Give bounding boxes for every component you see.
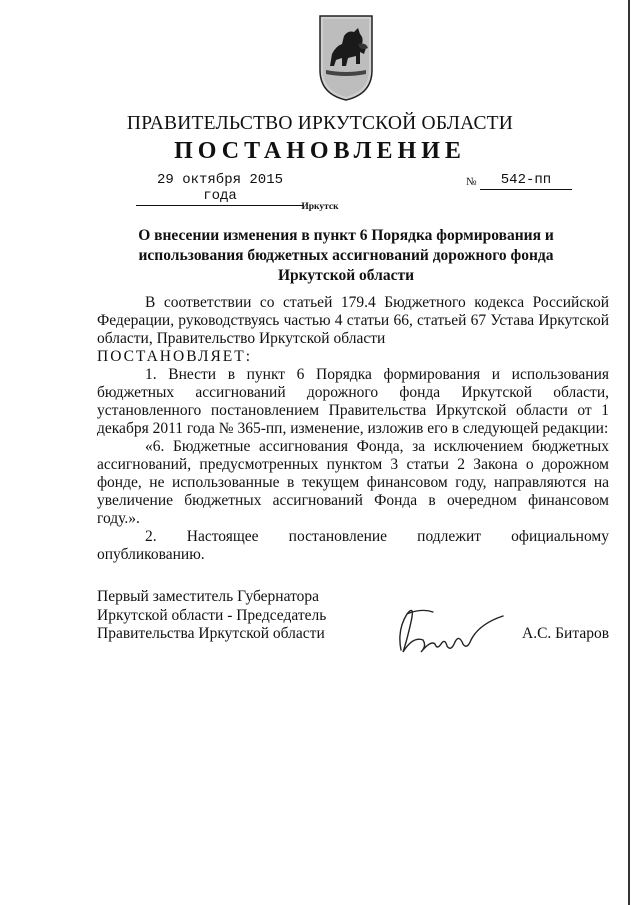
- signatory-role-line-1: Первый заместитель Губернатора: [97, 588, 320, 605]
- document-body: [97, 294, 609, 564]
- signatory-role: [97, 588, 326, 644]
- irkutsk-coat-of-arms-icon: [318, 14, 374, 102]
- organization-name: ПРАВИТЕЛЬСТВО ИРКУТСКОЙ ОБЛАСТИ: [126, 113, 514, 134]
- document-type: ПОСТАНОВЛЕНИЕ: [174, 138, 466, 164]
- city-name: Иркутск: [301, 202, 339, 212]
- number-sign: №: [466, 176, 477, 188]
- preamble-paragraph: В соответствии со статьей 179.4 Бюджетного кодекса Российской Федерации, руководствуясь частью 4 статьи 66, статьей 67 Устава Иркутской области, Правительство Иркутской области: [97, 294, 609, 347]
- handwritten-signature: [393, 600, 505, 660]
- document-number: 542-пп: [480, 172, 572, 190]
- signatory-name: А.С. Битаров: [522, 625, 610, 642]
- decree-word: ПОСТАНОВЛЯЕТ:: [97, 348, 253, 365]
- signatory-role-line-2: Иркутской области - Председатель: [97, 606, 327, 624]
- item-1-paragraph: 1. Внести в пункт 6 Порядка формирования и использования бюджетных ассигнований дорожного фонда Иркутской области, установленного постановлением Правительства Иркутской области от 1 декабря 2011 года № 365-пп, изменение, изложив его в следующей редакции:: [97, 366, 609, 437]
- item-2-paragraph: 2. Настоящее постановление подлежит официальному опубликованию.: [97, 528, 609, 563]
- signatory-role-line-3: Правительства Иркутской области: [97, 625, 325, 642]
- quoted-amendment-paragraph: «6. Бюджетные ассигнования Фонда, за исключением бюджетных ассигнований, предусмотренных пунктом 3 статьи 2 Закона о дорожном фонде, не использованные в текущем финансовом году, направляются на увеличение бюджетных ассигнований Фонда в очередном финансовом году.».: [97, 438, 609, 527]
- document-date: 29 октября 2015 года: [136, 172, 304, 206]
- document-title: О внесении изменения в пункт 6 Порядка формирования и использования бюджетных ассигнований дорожного фонда Иркутской области: [138, 227, 554, 284]
- scan-edge-line: [628, 0, 630, 905]
